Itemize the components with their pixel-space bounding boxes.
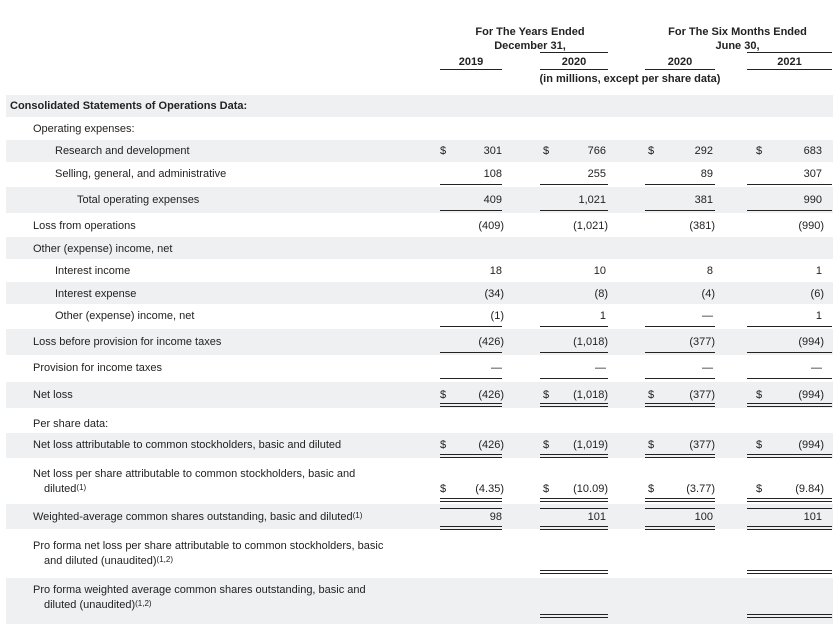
column-rule <box>540 69 608 70</box>
currency-symbol: $ <box>440 439 447 451</box>
value-cell: 1 <box>599 310 606 322</box>
total-double-rule <box>440 501 502 502</box>
value-cell: (377) <box>689 336 715 348</box>
section-title: Consolidated Statements of Operations Data: <box>10 100 248 112</box>
total-double-rule <box>747 457 832 458</box>
total-double-rule <box>540 403 608 404</box>
row-label-line2: and diluted (unaudited) <box>44 555 157 567</box>
total-double-rule <box>747 501 832 502</box>
subtotal-rule <box>440 378 502 379</box>
value-cell: 89 <box>700 168 713 180</box>
pro-forma-double-rule <box>747 614 832 615</box>
subtotal-rule <box>645 378 715 379</box>
row-label-continued <box>44 482 86 496</box>
column-header-2021: 2021 <box>777 56 802 68</box>
footnote-ref: (1,2) <box>135 599 152 608</box>
total-double-rule <box>645 526 715 527</box>
six-months-group-line2: June 30, <box>715 40 760 52</box>
value-cell: 307 <box>803 168 822 180</box>
total-double-rule <box>540 529 608 530</box>
value-cell: (1,018) <box>573 389 608 401</box>
subtotal-rule <box>440 184 502 185</box>
value-cell: — <box>702 362 713 374</box>
pro-forma-double-rule <box>540 614 608 615</box>
footnote-ref: (1) <box>76 483 87 492</box>
total-double-rule <box>440 498 502 499</box>
row-label: Interest income <box>55 265 131 277</box>
currency-symbol: $ <box>543 389 550 401</box>
subtotal-rule <box>747 352 832 353</box>
subtotal-rule <box>645 326 715 327</box>
value-cell: (1,018) <box>573 336 608 348</box>
header-rule <box>747 52 832 53</box>
subtotal-rule <box>747 184 832 185</box>
value-cell: — <box>702 310 713 322</box>
subtotal-rule <box>540 378 608 379</box>
subtotal-rule <box>540 326 608 327</box>
subtotal-rule <box>440 210 502 211</box>
row-label-continued <box>44 554 173 568</box>
row-label: Pro forma weighted average common shares outstanding, basic and <box>33 584 366 596</box>
total-double-rule <box>747 529 832 530</box>
row-label: Selling, general, and administrative <box>55 168 227 180</box>
total-double-rule <box>440 526 502 527</box>
total-double-rule <box>440 406 502 407</box>
currency-symbol: $ <box>756 145 763 157</box>
row-label: Per share data: <box>33 418 109 430</box>
currency-symbol: $ <box>756 389 763 401</box>
subtotal-rule <box>645 508 715 509</box>
total-double-rule <box>645 406 715 407</box>
pro-forma-double-rule <box>540 573 608 574</box>
pro-forma-double-rule <box>540 570 608 571</box>
total-double-rule <box>645 403 715 404</box>
footnote-ref: (1,2) <box>156 555 173 564</box>
value-cell: 990 <box>803 194 822 206</box>
pro-forma-double-rule <box>747 617 832 618</box>
total-double-rule <box>540 526 608 527</box>
column-rule <box>440 69 502 70</box>
subtotal-rule <box>540 210 608 211</box>
value-cell: (4.35) <box>475 483 504 495</box>
subtotal-rule <box>540 352 608 353</box>
value-cell: 108 <box>483 168 502 180</box>
value-cell: 10 <box>593 265 606 277</box>
header-rule <box>540 52 608 53</box>
value-cell: (994) <box>798 336 824 348</box>
value-cell: — <box>491 362 502 374</box>
row-label: Net loss <box>33 389 73 401</box>
value-cell: (426) <box>478 389 504 401</box>
pro-forma-double-rule <box>747 573 832 574</box>
total-double-rule <box>747 526 832 527</box>
value-cell: — <box>595 362 606 374</box>
total-double-rule <box>540 454 608 455</box>
value-cell: (426) <box>478 336 504 348</box>
column-rule <box>645 69 715 70</box>
row-label: Research and development <box>55 145 190 157</box>
value-cell: 100 <box>694 511 713 523</box>
subtotal-rule <box>440 326 502 327</box>
value-cell: — <box>811 362 822 374</box>
value-cell: 101 <box>803 511 822 523</box>
row-label-text: Weighted-average common shares outstanding, basic and diluted <box>33 511 353 523</box>
row-label-line2: diluted (unaudited) <box>44 599 136 611</box>
subtotal-rule <box>747 210 832 211</box>
years-group-header <box>440 25 620 53</box>
currency-symbol: $ <box>756 483 763 495</box>
value-cell: (1,021) <box>573 220 608 232</box>
value-cell: (994) <box>798 439 824 451</box>
total-double-rule <box>440 454 502 455</box>
value-cell: (3.77) <box>686 483 715 495</box>
row-label: Loss from operations <box>33 220 136 232</box>
subtotal-rule <box>440 352 502 353</box>
row-label: Other (expense) income, net <box>55 310 195 322</box>
units-note: (in millions, except per share data) <box>539 73 721 85</box>
value-cell: (381) <box>689 220 715 232</box>
total-double-rule <box>440 403 502 404</box>
value-cell: (1) <box>490 310 504 322</box>
value-cell: (1,019) <box>573 439 608 451</box>
total-double-rule <box>440 529 502 530</box>
total-double-rule <box>540 406 608 407</box>
pro-forma-double-rule <box>540 617 608 618</box>
pro-forma-double-rule <box>747 570 832 571</box>
six-months-group-line1: For The Six Months Ended <box>668 26 807 38</box>
column-header-2020-six-months: 2020 <box>667 56 693 68</box>
value-cell: 409 <box>483 194 502 206</box>
value-cell: (6) <box>810 288 824 300</box>
value-cell: (4) <box>701 288 715 300</box>
total-double-rule <box>645 501 715 502</box>
total-double-rule <box>645 457 715 458</box>
currency-symbol: $ <box>543 439 550 451</box>
currency-symbol: $ <box>543 145 550 157</box>
currency-symbol: $ <box>440 145 447 157</box>
value-cell: (9.84) <box>795 483 824 495</box>
subtotal-rule <box>440 508 502 509</box>
subtotal-rule <box>645 352 715 353</box>
row-label: Pro forma net loss per share attributable to common stockholders, basic <box>33 540 384 552</box>
six-months-group-header <box>645 25 830 53</box>
total-double-rule <box>440 457 502 458</box>
column-rule <box>747 69 832 70</box>
total-double-rule <box>747 498 832 499</box>
footnote-ref: (1) <box>352 511 363 520</box>
column-header-2020-year: 2020 <box>561 56 587 68</box>
total-double-rule <box>747 403 832 404</box>
value-cell: (377) <box>689 439 715 451</box>
subtotal-rule <box>645 184 715 185</box>
row-label: Loss before provision for income taxes <box>33 336 222 348</box>
currency-symbol: $ <box>648 483 655 495</box>
value-cell: (409) <box>478 220 504 232</box>
currency-symbol: $ <box>756 439 763 451</box>
value-cell: (990) <box>798 220 824 232</box>
value-cell: 1,021 <box>578 194 606 206</box>
total-double-rule <box>645 454 715 455</box>
value-cell: 766 <box>587 145 606 157</box>
subtotal-rule <box>747 326 832 327</box>
value-cell: 18 <box>489 265 502 277</box>
value-cell: 1 <box>815 310 822 322</box>
row-label: Net loss per share attributable to common stockholders, basic and <box>33 468 356 480</box>
currency-symbol: $ <box>648 389 655 401</box>
row-label: Operating expenses: <box>33 123 135 135</box>
row-label: Net loss attributable to common stockholders, basic and diluted <box>33 439 342 451</box>
currency-symbol: $ <box>440 389 447 401</box>
value-cell: 683 <box>803 145 822 157</box>
value-cell: 255 <box>587 168 606 180</box>
value-cell: (377) <box>689 389 715 401</box>
row-label: Total operating expenses <box>77 194 200 206</box>
value-cell: (34) <box>484 288 504 300</box>
value-cell: 98 <box>489 511 502 523</box>
total-double-rule <box>645 498 715 499</box>
subtotal-rule <box>540 508 608 509</box>
subtotal-rule <box>747 508 832 509</box>
row-label-line2: diluted <box>44 483 77 495</box>
value-cell: 101 <box>587 511 606 523</box>
total-double-rule <box>645 529 715 530</box>
years-group-line2: December 31, <box>494 40 566 52</box>
years-group-line1: For The Years Ended <box>475 26 585 38</box>
value-cell: 381 <box>694 194 713 206</box>
total-double-rule <box>747 406 832 407</box>
value-cell: (10.09) <box>573 483 608 495</box>
value-cell: (994) <box>798 389 824 401</box>
row-label: Interest expense <box>55 288 137 300</box>
total-double-rule <box>747 454 832 455</box>
row-label: Other (expense) income, net <box>33 243 173 255</box>
subtotal-rule <box>747 378 832 379</box>
currency-symbol: $ <box>543 483 550 495</box>
subtotal-rule <box>540 184 608 185</box>
value-cell: (8) <box>594 288 608 300</box>
value-cell: 1 <box>815 265 822 277</box>
currency-symbol: $ <box>648 439 655 451</box>
subtotal-rule <box>645 210 715 211</box>
value-cell: 301 <box>483 145 502 157</box>
total-double-rule <box>540 457 608 458</box>
row-label: Provision for income taxes <box>33 362 162 374</box>
value-cell: (426) <box>478 439 504 451</box>
currency-symbol: $ <box>440 483 447 495</box>
value-cell: 8 <box>706 265 713 277</box>
row-label-continued <box>44 598 152 612</box>
currency-symbol: $ <box>648 145 655 157</box>
total-double-rule <box>540 498 608 499</box>
total-double-rule <box>540 501 608 502</box>
value-cell: 292 <box>694 145 713 157</box>
column-header-2019: 2019 <box>458 56 484 68</box>
row-label <box>33 510 362 524</box>
